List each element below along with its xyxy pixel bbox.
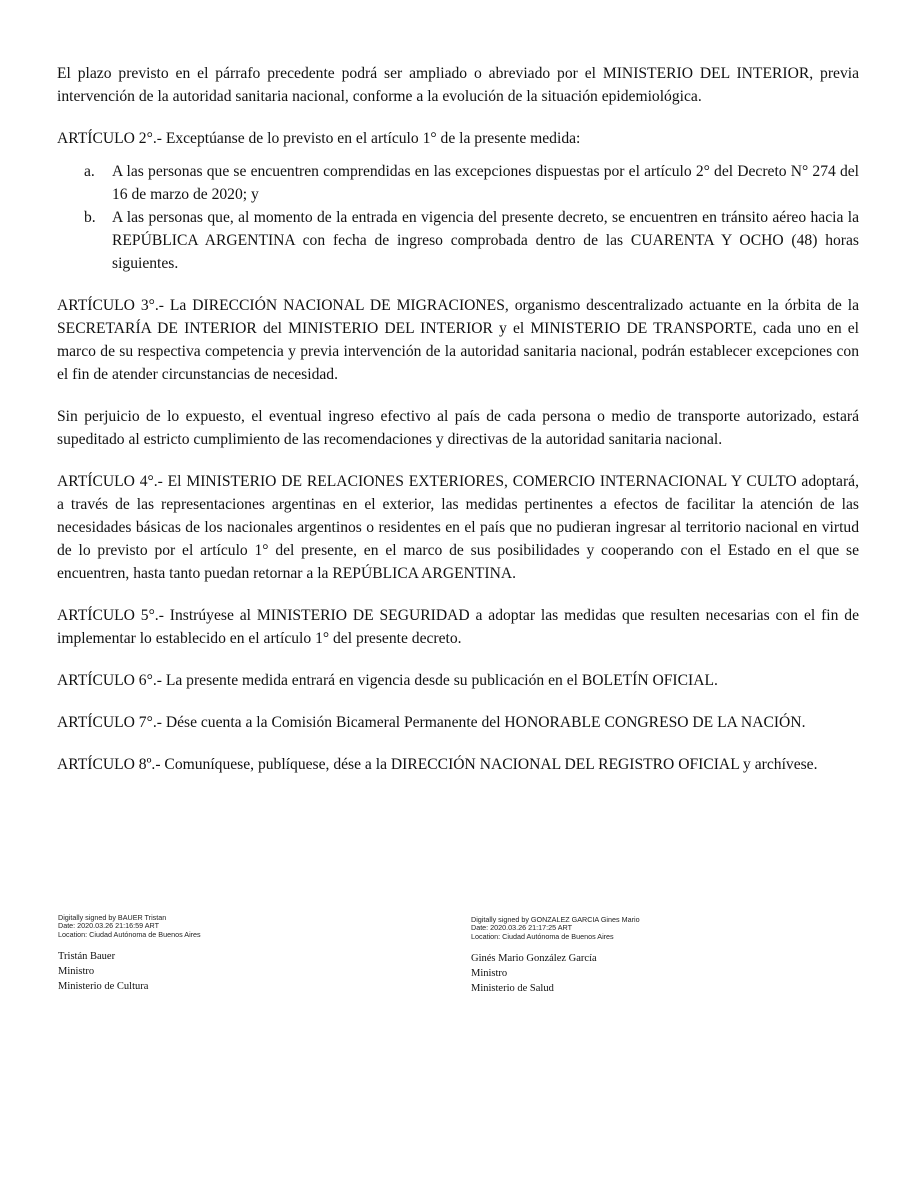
articulo-4: ARTÍCULO 4°.- El MINISTERIO DE RELACIONES EXTERIORES, COMERCIO INTERNACIONAL Y CULTO adoptará, a través de las representaciones argentinas en el exterior, las medidas pertinentes a efectos de facilitar la atención de las necesidades básicas de los nacionales argentinos o residentes en el país que no pudieran ingresar al territorio nacional en virtud de lo previsto por el artículo 1° del presente, en el marco de sus posibilidades y cooperando con el Estado en el que se encuentren, hasta tanto puedan retornar a la REPÚBLICA ARGENTINA. xyxy=(57,473,859,582)
digital-location: Location: Ciudad Autónoma de Buenos Aires xyxy=(471,931,614,941)
list-marker: b. xyxy=(84,209,96,226)
list-item-text: A las personas que, al momento de la entrada en vigencia del presente decreto, se encuentren en tránsito aéreo hacia la REPÚBLICA ARGENTINA con fecha de ingreso comprobada dentro de las CUARENTA Y OCHO (48) horas siguientes. xyxy=(112,209,859,272)
signer-role: Ministro xyxy=(58,966,95,978)
list-item-text: A las personas que se encuentren comprendidas en las excepciones dispuestas por el artículo 2° del Decreto N° 274 del 16 de marzo de 2020; y xyxy=(112,163,859,203)
document-body xyxy=(57,62,859,795)
articulo-6: ARTÍCULO 6°.- La presente medida entrará en vigencia desde su publicación en el BOLETÍN OFICIAL. xyxy=(57,672,718,689)
articulo-3: ARTÍCULO 3°.- La DIRECCIÓN NACIONAL DE MIGRACIONES, organismo descentralizado actuante en la órbita de la SECRETARÍA DE INTERIOR del MINISTERIO DEL INTERIOR y el MINISTERIO DE TRANSPORTE, cada uno en el marco de su respectiva competencia y previa intervención de la autoridad sanitaria nacional, podrán establecer excepciones con el fin de atender circunstancias de necesidad. xyxy=(57,297,859,383)
digital-location: Location: Ciudad Autónoma de Buenos Aires xyxy=(58,929,201,939)
articulo-2-list xyxy=(57,160,859,275)
digital-signed-by: Digitally signed by GONZALEZ GARCIA Gines Mario xyxy=(471,915,640,924)
intro-paragraph: El plazo previsto en el párrafo precedente podrá ser ampliado o abreviado por el MINISTERIO DEL INTERIOR, previa intervención de la autoridad sanitaria nacional, conforme a la evolución de la situación epidemiológica. xyxy=(57,65,859,105)
digital-signed-by: Digitally signed by BAUER Tristan xyxy=(58,913,167,922)
articulo-7: ARTÍCULO 7°.- Dése cuenta a la Comisión Bicameral Permanente del HONORABLE CONGRESO DE LA NACIÓN. xyxy=(57,714,806,731)
digital-signature-stamp xyxy=(58,914,358,939)
digital-date: Date: 2020.03.26 21:17:25 ART xyxy=(471,923,572,933)
sin-perjuicio-paragraph: Sin perjuicio de lo expuesto, el eventual ingreso efectivo al país de cada persona o medio de transporte autorizado, estará supeditado al estricto cumplimiento de las recomendaciones y directivas de la autoridad sanitaria nacional. xyxy=(57,408,859,448)
signer-organization: Ministerio de Cultura xyxy=(58,981,149,993)
signer-name: Ginés Mario González García xyxy=(471,953,597,965)
articulo-2: ARTÍCULO 2°.- Exceptúanse de lo previsto en el artículo 1° de la presente medida: xyxy=(57,130,581,147)
articulo-5: ARTÍCULO 5°.- Instrúyese al MINISTERIO DE SEGURIDAD a adoptar las medidas que resulten necesarias con el fin de implementar lo establecido en el artículo 1° del presente decreto. xyxy=(57,607,859,647)
list-marker: a. xyxy=(84,163,95,180)
signer-name: Tristán Bauer xyxy=(58,951,116,963)
signer-organization: Ministerio de Salud xyxy=(471,983,554,995)
signature-block-left xyxy=(58,914,358,994)
articulo-8: ARTÍCULO 8º.- Comuníquese, publíquese, dése a la DIRECCIÓN NACIONAL DEL REGISTRO OFICIAL y archívese. xyxy=(57,756,818,773)
signature-block-right xyxy=(471,916,771,996)
signer-role: Ministro xyxy=(471,968,508,980)
list-item xyxy=(57,206,859,275)
list-item xyxy=(57,160,859,206)
digital-date: Date: 2020.03.26 21:16:59 ART xyxy=(58,921,159,931)
digital-signature-stamp xyxy=(471,916,771,941)
